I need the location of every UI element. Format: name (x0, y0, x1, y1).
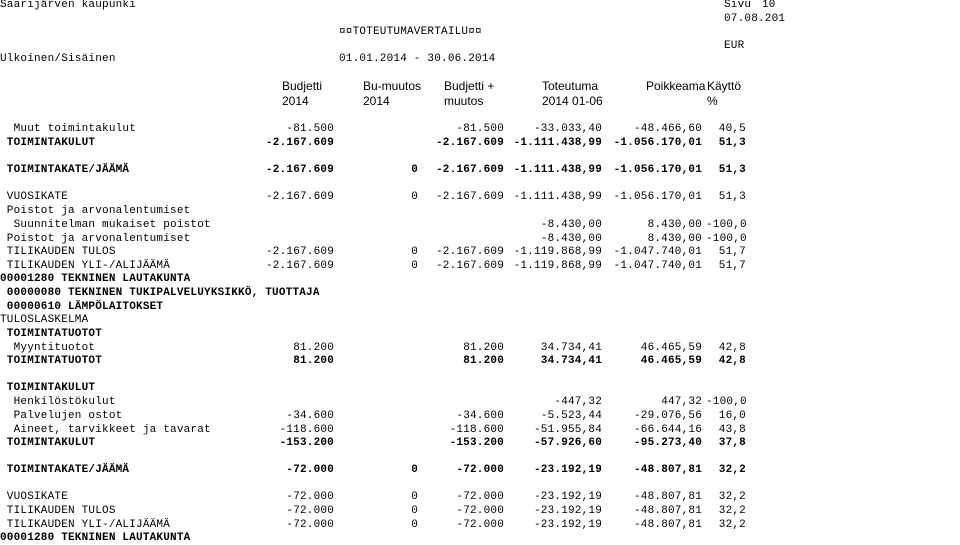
cell-actual: -23.192,19 (533, 464, 602, 476)
row-label: TILIKAUDEN YLI-/ALIJÄÄMÄ (0, 519, 171, 531)
cell-actual: -33.033,40 (533, 123, 602, 135)
row-label: Poistot ja arvonalentumiset (0, 233, 191, 245)
cell-deviation: 8.430,00 (647, 233, 702, 245)
row-label: TULOSLASKELMA (0, 314, 89, 326)
table-row (0, 246, 960, 259)
cell-budget-change: 0 (411, 246, 418, 258)
cell-budget: -153.200 (279, 437, 334, 449)
cell-deviation: 8.430,00 (647, 219, 702, 231)
row-label: TOIMINTAKULUT (0, 137, 96, 149)
page-number: 10 (762, 0, 776, 11)
cell-budget-plus-change: -72.000 (456, 519, 504, 531)
cell-budget-plus-change: -81.500 (456, 123, 504, 135)
row-label: TOIMINTAKATE/JÄÄMÄ (0, 164, 130, 176)
cell-budget: -72.000 (286, 519, 334, 531)
cell-budget-change: 0 (411, 519, 418, 531)
cell-budget: 81.200 (293, 342, 334, 354)
cell-deviation: -48.466,60 (633, 123, 702, 135)
row-label: VUOSIKATE (0, 491, 69, 503)
table-row (0, 424, 960, 437)
col-poikkeama-1: Poikkeama (646, 79, 706, 93)
cell-budget-plus-change: -2.167.609 (435, 137, 504, 149)
page-label: Sivu (724, 0, 752, 11)
cell-deviation: 46.465,59 (640, 355, 702, 367)
row-label: TILIKAUDEN TULOS (0, 505, 116, 517)
cell-deviation: -29.076,56 (633, 410, 702, 422)
cell-deviation: 46.465,59 (640, 342, 702, 354)
cell-actual: -1.111.438,99 (513, 164, 602, 176)
cell-usage-percent: 51,3 (718, 137, 746, 149)
cell-actual: -1.111.438,99 (513, 191, 602, 203)
cell-budget-plus-change: -153.200 (449, 437, 504, 449)
cell-budget-change: 0 (411, 164, 418, 176)
table-row (0, 137, 960, 150)
cell-budget-change: 0 (411, 491, 418, 503)
col-budjetti-2: 2014 (282, 94, 309, 108)
cell-budget-plus-change: -72.000 (456, 464, 504, 476)
row-label: Suunnitelman mukaiset poistot (0, 219, 211, 231)
cell-actual: -5.523,44 (540, 410, 602, 422)
currency-label: EUR (724, 40, 745, 52)
table-row (0, 491, 960, 504)
cell-actual: -51.955,84 (533, 424, 602, 436)
cell-budget-plus-change: -72.000 (456, 491, 504, 503)
table-row (0, 437, 960, 450)
row-label: TOIMINTAKULUT (0, 382, 96, 394)
table-row (0, 396, 960, 409)
cell-budget: -2.167.609 (265, 260, 334, 272)
table-row (0, 355, 960, 368)
cell-budget-plus-change: -2.167.609 (435, 260, 504, 272)
col-budjetti-1: Budjetti (282, 79, 323, 93)
table-row (0, 191, 960, 204)
col-kaytto-1: Käyttö (707, 79, 742, 93)
cell-budget: -72.000 (286, 464, 334, 476)
cell-usage-percent: 51,7 (718, 246, 746, 258)
cell-budget-change: 0 (411, 505, 418, 517)
table-row (0, 287, 960, 300)
table-row (0, 123, 960, 136)
col-budjetti-plus-1: Budjetti + (444, 79, 495, 93)
table-row (0, 328, 960, 341)
cell-budget-plus-change: -72.000 (456, 505, 504, 517)
row-label: Muut toimintakulut (0, 123, 137, 135)
cell-budget-change: 0 (411, 260, 418, 272)
cell-budget: -72.000 (286, 491, 334, 503)
cell-usage-percent: 32,2 (718, 519, 746, 531)
cell-budget-plus-change: 81.200 (463, 342, 504, 354)
cell-budget: 81.200 (293, 355, 334, 367)
table-row (0, 219, 960, 232)
cell-budget-change: 0 (411, 464, 418, 476)
table-row (0, 260, 960, 273)
cell-usage-percent: 42,8 (718, 355, 746, 367)
report-date: 07.08.201 (724, 13, 786, 25)
cell-actual: -8.430,00 (540, 219, 602, 231)
cell-usage-percent: -100,0 (706, 396, 747, 408)
cell-budget-plus-change: -34.600 (456, 410, 504, 422)
cell-actual: 34.734,41 (540, 342, 602, 354)
row-label: TILIKAUDEN YLI-/ALIJÄÄMÄ (0, 260, 171, 272)
cell-deviation: -1.056.170,01 (613, 164, 702, 176)
cell-budget-plus-change: 81.200 (463, 355, 504, 367)
row-label: TOIMINTAKULUT (0, 437, 96, 449)
row-label: TOIMINTAKATE/JÄÄMÄ (0, 464, 130, 476)
cell-usage-percent: 32,2 (718, 505, 746, 517)
row-label: TOIMINTATUOTOT (0, 355, 103, 367)
cell-actual: -1.111.438,99 (513, 137, 602, 149)
table-row (0, 532, 960, 545)
col-toteutuma-2: 2014 01-06 (542, 94, 603, 108)
cell-budget-plus-change: -2.167.609 (435, 164, 504, 176)
cell-budget: -34.600 (286, 410, 334, 422)
cell-budget: -2.167.609 (265, 246, 334, 258)
cell-deviation: -48.807,81 (633, 505, 702, 517)
period-label: 01.01.2014 - 30.06.2014 (339, 53, 496, 65)
table-row (0, 519, 960, 532)
col-kaytto-2: % (707, 94, 718, 108)
table-row (0, 273, 960, 286)
row-label: TILIKAUDEN TULOS (0, 246, 116, 258)
row-label: Henkilöstökulut (0, 396, 116, 408)
col-bu-muutos-1: Bu-muutos (363, 79, 422, 93)
row-label: TOIMINTATUOTOT (0, 328, 103, 340)
table-row (0, 382, 960, 395)
cell-deviation: -1.056.170,01 (613, 137, 702, 149)
table-row (0, 301, 960, 314)
cell-actual: -447,32 (554, 396, 602, 408)
cell-deviation: -48.807,81 (633, 491, 702, 503)
table-row (0, 464, 960, 477)
cell-budget: -118.600 (279, 424, 334, 436)
col-budjetti-plus-2: muutos (444, 94, 484, 108)
cell-budget: -81.500 (286, 123, 334, 135)
cell-deviation: -48.807,81 (633, 519, 702, 531)
cell-actual: -23.192,19 (533, 519, 602, 531)
cell-budget-plus-change: -2.167.609 (435, 246, 504, 258)
cell-actual: -1.119.868,99 (513, 246, 602, 258)
table-row (0, 342, 960, 355)
cell-budget-plus-change: -118.600 (449, 424, 504, 436)
cell-usage-percent: -100,0 (706, 219, 747, 231)
cell-usage-percent: 32,2 (718, 464, 746, 476)
cell-actual: -1.119.868,99 (513, 260, 602, 272)
cell-usage-percent: 51,3 (718, 164, 746, 176)
row-label: Aineet, tarvikkeet ja tavarat (0, 424, 211, 436)
cell-budget: -2.167.609 (265, 191, 334, 203)
cell-deviation: -1.047.740,01 (613, 260, 702, 272)
cell-deviation: -1.047.740,01 (613, 246, 702, 258)
cell-budget-plus-change: -2.167.609 (435, 191, 504, 203)
cell-actual: -8.430,00 (540, 233, 602, 245)
col-bu-muutos-2: 2014 (363, 94, 390, 108)
row-label: 00000080 TEKNINEN TUKIPALVELUYKSIKKÖ, TUOTTAJA (0, 287, 320, 299)
cell-deviation: -1.056.170,01 (613, 191, 702, 203)
cell-usage-percent: 16,0 (718, 410, 746, 422)
cell-budget: -72.000 (286, 505, 334, 517)
cell-deviation: -95.273,40 (633, 437, 702, 449)
row-label: Poistot ja arvonalentumiset (0, 205, 191, 217)
row-label: 00001280 TEKNINEN LAUTAKUNTA (0, 273, 191, 285)
organization-name: Saarijärven kaupunki (0, 0, 137, 11)
cell-actual: -57.926,60 (533, 437, 602, 449)
report-title: ¤¤TOTEUTUMAVERTAILU¤¤ (339, 26, 482, 38)
cell-actual: 34.734,41 (540, 355, 602, 367)
cell-usage-percent: -100,0 (706, 233, 747, 245)
cell-deviation: 447,32 (661, 396, 702, 408)
cell-usage-percent: 37,8 (718, 437, 746, 449)
cell-budget: -2.167.609 (265, 137, 334, 149)
cell-usage-percent: 32,2 (718, 491, 746, 503)
cell-actual: -23.192,19 (533, 505, 602, 517)
row-label: 00001280 TEKNINEN LAUTAKUNTA (0, 532, 191, 544)
table-row (0, 205, 960, 218)
col-toteutuma-1: Toteutuma (542, 79, 599, 93)
row-label: 00000610 LÄMPÖLAITOKSET (0, 301, 164, 313)
cell-budget: -2.167.609 (265, 164, 334, 176)
cell-usage-percent: 40,5 (718, 123, 746, 135)
table-row (0, 164, 960, 177)
row-label: VUOSIKATE (0, 191, 69, 203)
cell-actual: -23.192,19 (533, 491, 602, 503)
row-label: Myyntituotot (0, 342, 96, 354)
cell-usage-percent: 51,3 (718, 191, 746, 203)
table-row (0, 410, 960, 423)
table-row (0, 505, 960, 518)
cell-budget-change: 0 (411, 191, 418, 203)
row-label: Palvelujen ostot (0, 410, 123, 422)
cell-deviation: -66.644,16 (633, 424, 702, 436)
cell-usage-percent: 43,8 (718, 424, 746, 436)
cell-usage-percent: 51,7 (718, 260, 746, 272)
table-row (0, 314, 960, 327)
cell-deviation: -48.807,81 (633, 464, 702, 476)
scope-label: Ulkoinen/Sisäinen (0, 53, 116, 65)
table-row (0, 233, 960, 246)
cell-usage-percent: 42,8 (718, 342, 746, 354)
